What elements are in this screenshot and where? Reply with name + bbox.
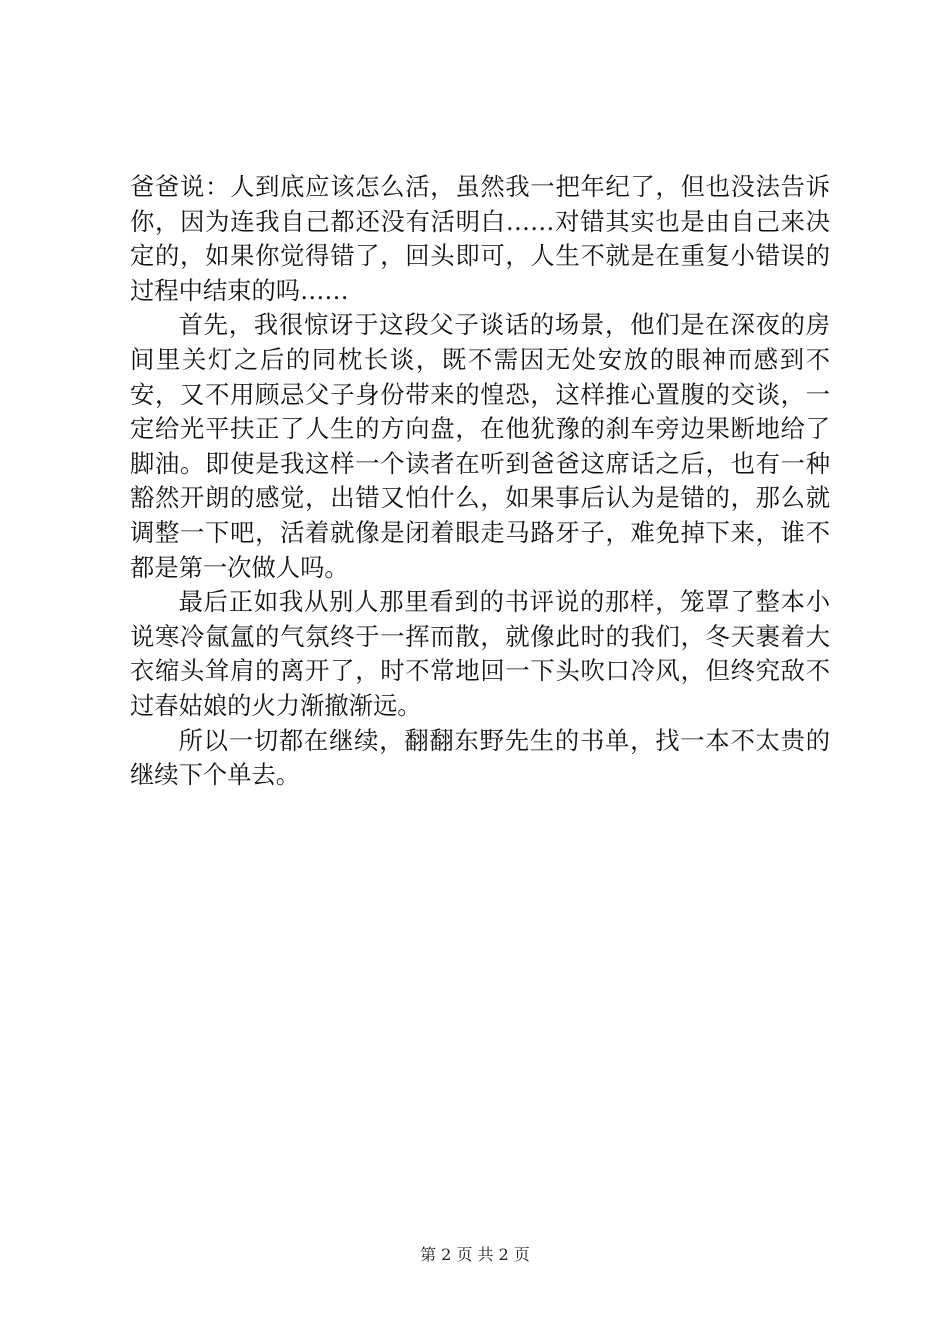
paragraph-1: 爸爸说：人到底应该怎么活，虽然我一把年纪了，但也没法告诉你，因为连我自己都还没有活明白……对错其实也是由自己来决定的，如果你觉得错了，回头即可，人生不就是在重复小错误的过程中结束的吗…… bbox=[130, 172, 830, 305]
page-number-label: 第 2 页 共 2 页 bbox=[420, 1245, 530, 1264]
page-footer bbox=[0, 1244, 950, 1266]
document-body bbox=[130, 170, 830, 793]
paragraph-4: 所以一切都在继续，翻翻东野先生的书单，找一本不太贵的继续下个单去。 bbox=[130, 725, 830, 790]
paragraph-2: 首先，我很惊讶于这段父子谈话的场景，他们是在深夜的房间里关灯之后的同枕长谈，既不需因无处安放的眼神而感到不安，又不用顾忌父子身份带来的惶恐，这样推心置腹的交谈，一定给光平扶正了人生的方向盘，在他犹豫的刹车旁边果断地给了脚油。即使是我这样一个读者在听到爸爸这席话之后，也有一种豁然开朗的感觉，出错又怕什么，如果事后认为是错的，那么就调整一下吧，活着就像是闭着眼走马路牙子，难免掉下来，谁不都是第一次做人吗。 bbox=[130, 310, 830, 582]
paragraph-3: 最后正如我从别人那里看到的书评说的那样，笼罩了整本小说寒冷氤氲的气氛终于一挥而散，就像此时的我们，冬天裹着大衣缩头耸肩的离开了，时不常地回一下头吹口冷风，但终究敌不过春姑娘的火力渐撤渐远。 bbox=[130, 587, 830, 720]
